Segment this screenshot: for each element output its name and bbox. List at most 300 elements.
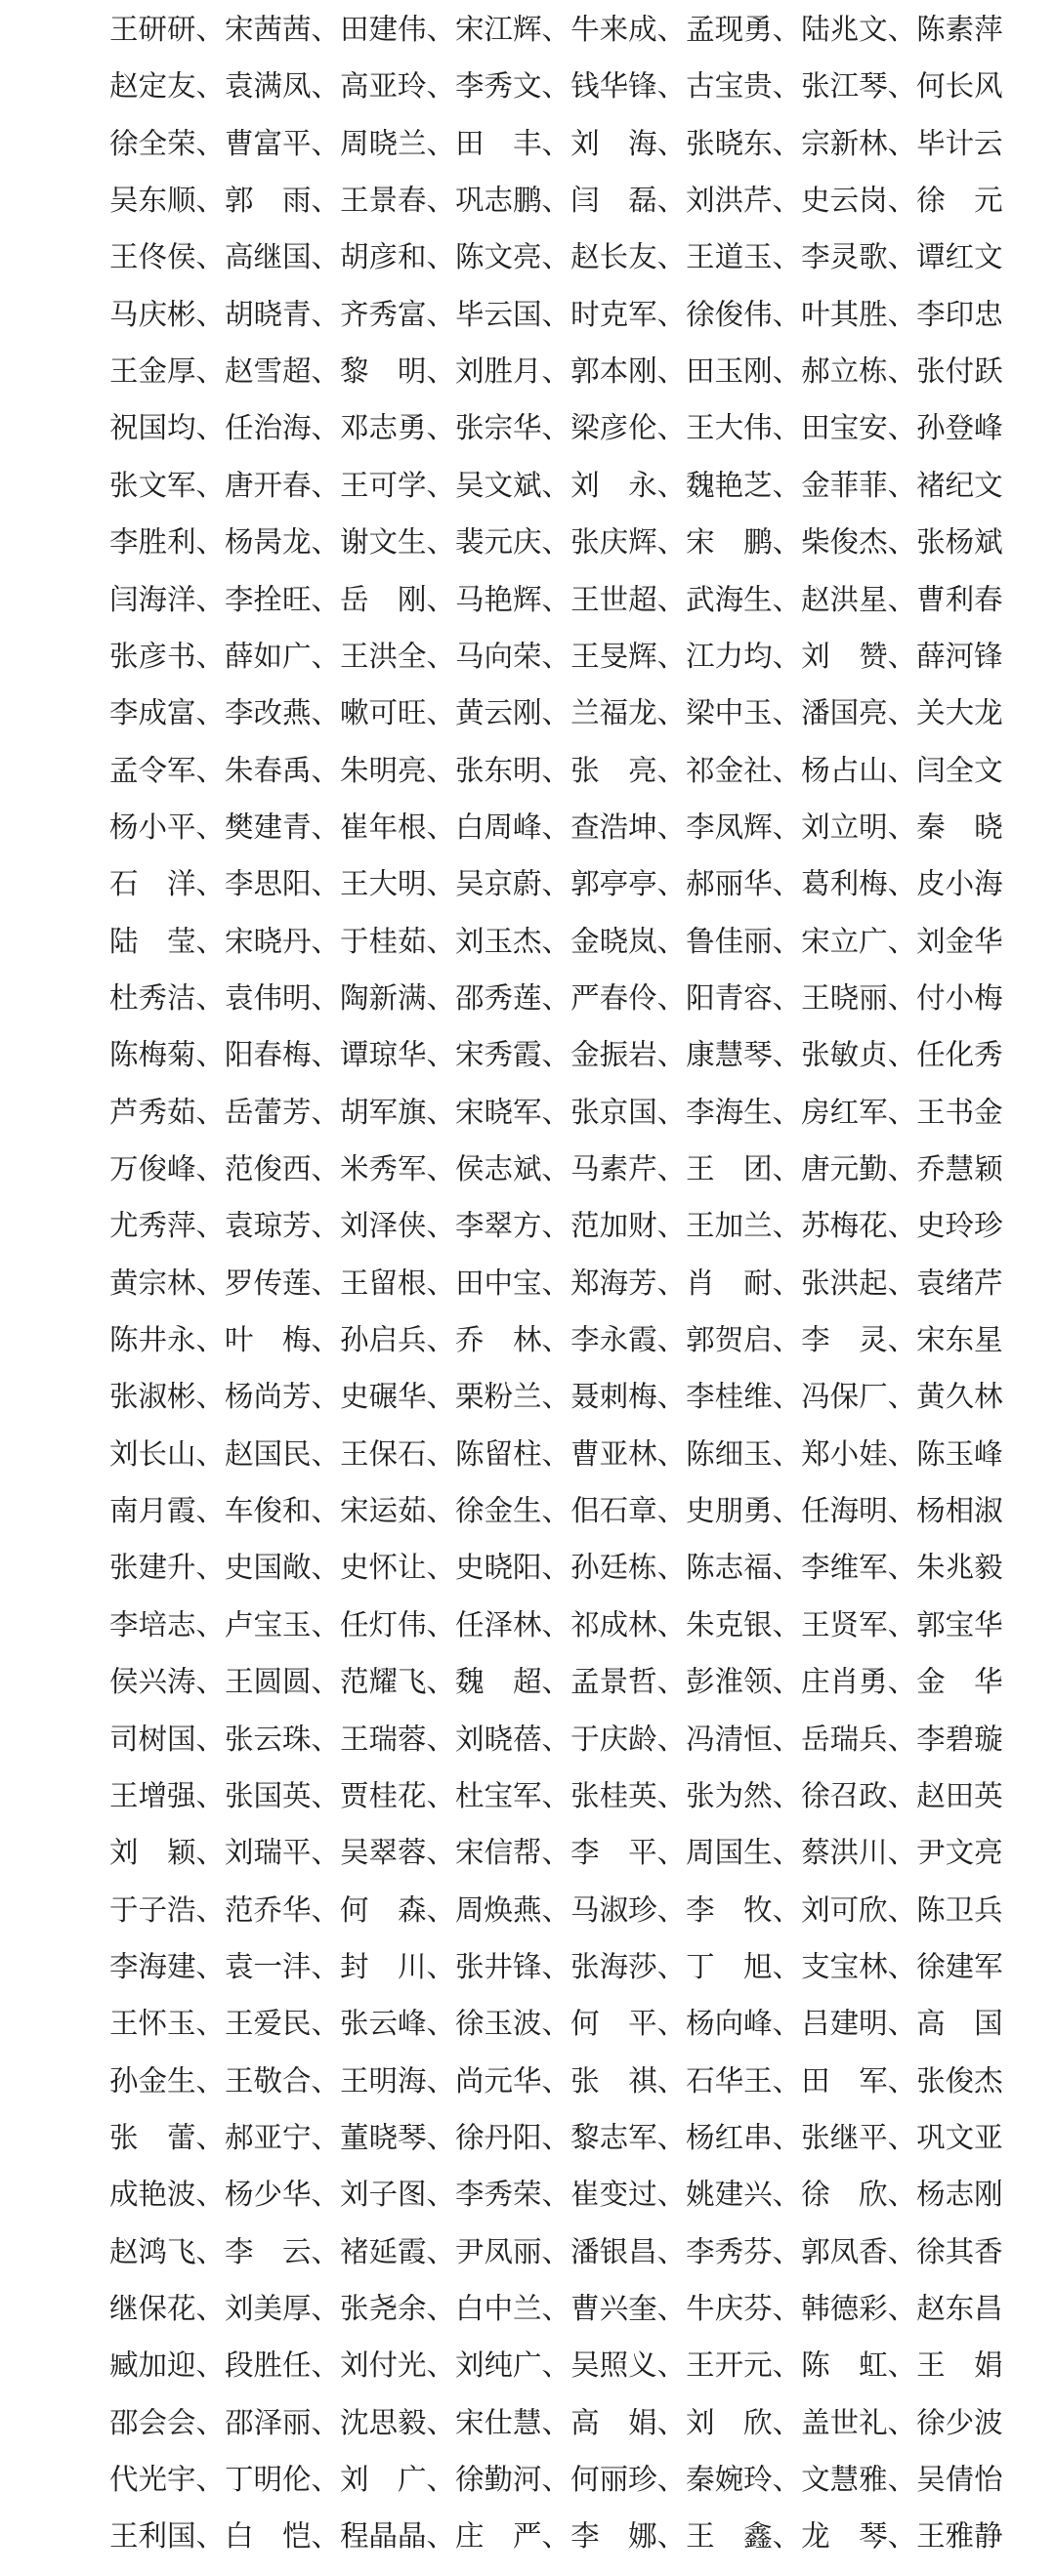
name-entry: 侯志斌、 <box>455 1152 571 1185</box>
name-entry: 任灯伟、 <box>340 1607 456 1641</box>
name-entry: 张敏贞、 <box>801 1038 917 1072</box>
name-entry: 王加兰、 <box>686 1209 802 1243</box>
name-entry: 马庆彬、 <box>109 297 226 331</box>
name-entry: 于桂茹、 <box>340 924 456 958</box>
name-entry: 臧加迎、 <box>109 2348 226 2383</box>
name-entry: 吴翠蓉、 <box>340 1836 456 1870</box>
name-row <box>109 1431 1003 1474</box>
name-entry: 白 恺、 <box>225 2519 341 2554</box>
name-row <box>109 2057 1003 2100</box>
name-entry: 白周峰、 <box>455 810 571 844</box>
name-entry: 孟现勇、 <box>686 13 802 46</box>
name-entry: 曹兴奎、 <box>570 2292 687 2325</box>
name-entry: 高亚玲、 <box>340 69 456 104</box>
name-entry: 高继国、 <box>225 240 341 274</box>
name-row <box>109 576 1003 619</box>
name-entry: 吴东顺、 <box>109 184 226 218</box>
name-entry: 王大明、 <box>340 867 456 901</box>
name-entry: 尹凤丽、 <box>455 2234 571 2268</box>
name-entry: 白中兰、 <box>455 2292 571 2325</box>
name-entry: 牛来成、 <box>570 13 687 46</box>
name-entry: 陈梅菊、 <box>109 1038 226 1072</box>
name-entry: 尹文亮 <box>916 1836 1003 1870</box>
name-entry: 杨向峰、 <box>686 2007 802 2041</box>
name-entry: 唐开春、 <box>225 468 341 502</box>
name-entry: 葛利梅、 <box>801 867 917 901</box>
name-entry: 谭红文 <box>916 240 1003 274</box>
name-entry: 杨尚芳、 <box>225 1380 341 1414</box>
name-entry: 刘美厚、 <box>225 2292 341 2325</box>
name-entry: 郭亭亭、 <box>570 867 687 901</box>
name-entry: 张淑彬、 <box>109 1380 226 1414</box>
name-entry: 王景春、 <box>340 184 456 218</box>
name-row <box>109 2513 1003 2555</box>
name-entry: 宋立广、 <box>801 924 917 958</box>
name-entry: 张海莎、 <box>570 1949 687 1983</box>
name-row <box>109 1145 1003 1188</box>
name-entry: 段胜任、 <box>225 2348 341 2383</box>
name-entry: 朱明亮、 <box>340 753 456 787</box>
name-entry: 魏艳芝、 <box>686 468 802 502</box>
name-entry: 宋仕慧、 <box>455 2405 571 2439</box>
name-entry: 王怀玉、 <box>109 2007 226 2041</box>
name-entry: 田 军、 <box>801 2063 917 2098</box>
name-entry: 李灵歌、 <box>801 240 917 274</box>
name-entry: 田玉刚、 <box>686 354 802 389</box>
name-entry: 张庆辉、 <box>570 525 687 560</box>
name-entry: 李永霞、 <box>570 1323 687 1357</box>
name-entry: 宋东星 <box>916 1323 1003 1357</box>
name-entry: 吴照义、 <box>570 2348 687 2383</box>
name-entry: 张云珠、 <box>225 1722 341 1756</box>
name-entry: 吴京蔚、 <box>455 867 571 901</box>
name-entry: 何 平、 <box>570 2007 687 2041</box>
name-entry: 王雅静 <box>916 2519 1003 2554</box>
name-entry: 任化秀 <box>916 1038 1003 1072</box>
name-entry: 孙登峰 <box>916 411 1003 445</box>
name-entry: 李胜利、 <box>109 525 226 560</box>
name-entry: 潘银昌、 <box>570 2234 687 2268</box>
name-entry: 查浩坤、 <box>570 810 687 844</box>
name-entry: 刘泽侠、 <box>340 1209 456 1243</box>
name-entry: 赵长友、 <box>570 240 687 274</box>
name-entry: 李改燕、 <box>225 696 341 730</box>
name-entry: 王旻辉、 <box>570 639 687 673</box>
name-entry: 卢宝玉、 <box>225 1607 341 1641</box>
name-entry: 杜宝军、 <box>455 1778 571 1812</box>
name-row <box>109 918 1003 961</box>
name-row <box>109 747 1003 790</box>
name-row <box>109 1202 1003 1245</box>
name-entry: 刘瑞平、 <box>225 1836 341 1870</box>
name-entry: 李凤辉、 <box>686 810 802 844</box>
name-entry: 杨红串、 <box>686 2120 802 2154</box>
name-entry: 王瑞蓉、 <box>340 1722 456 1756</box>
name-entry: 徐召政、 <box>801 1778 917 1812</box>
name-entry: 薛河锋 <box>916 639 1003 673</box>
name-entry: 张江琴、 <box>801 69 917 104</box>
name-entry: 李桂维、 <box>686 1380 802 1414</box>
name-entry: 孟令军、 <box>109 753 226 787</box>
name-entry: 郝亚宁、 <box>225 2120 341 2154</box>
name-entry: 潘国亮、 <box>801 696 917 730</box>
name-row <box>109 519 1003 561</box>
name-entry: 赵洪星、 <box>801 582 917 616</box>
name-entry: 张杨斌 <box>916 525 1003 560</box>
name-entry: 罗传莲、 <box>225 1266 341 1300</box>
name-entry: 柴俊杰、 <box>801 525 917 560</box>
name-entry: 刘金华 <box>916 924 1003 958</box>
name-entry: 宗新林、 <box>801 126 917 160</box>
name-entry: 刘 欣、 <box>686 2405 802 2439</box>
name-entry: 郑海芳、 <box>570 1266 687 1300</box>
name-row <box>109 291 1003 334</box>
name-entry: 魏 超、 <box>455 1665 571 1699</box>
name-entry: 张桂英、 <box>570 1778 687 1812</box>
name-entry: 石 洋、 <box>109 867 226 901</box>
name-entry: 张继平、 <box>801 2120 917 2154</box>
name-entry: 房红军、 <box>801 1095 917 1129</box>
name-entry: 袁一沣、 <box>225 1949 341 1983</box>
name-entry: 何 森、 <box>340 1892 456 1927</box>
name-entry: 曹亚林、 <box>570 1436 687 1471</box>
name-entry: 刘付光、 <box>340 2348 456 2383</box>
name-entry: 徐 欣、 <box>801 2178 917 2212</box>
name-entry: 吴文斌、 <box>455 468 571 502</box>
name-entry: 程晶晶、 <box>340 2519 456 2554</box>
name-entry: 徐金生、 <box>455 1494 571 1528</box>
name-entry: 张宗华、 <box>455 411 571 445</box>
name-entry: 阳春梅、 <box>225 1038 341 1072</box>
name-entry: 刘 颖、 <box>109 1836 226 1870</box>
name-entry: 李 娜、 <box>570 2519 687 2554</box>
name-entry: 岳 刚、 <box>340 582 456 616</box>
name-entry: 丁明伦、 <box>225 2463 341 2497</box>
name-entry: 褚延霞、 <box>340 2234 456 2268</box>
name-entry: 高 国 <box>916 2007 1003 2041</box>
name-row <box>109 2171 1003 2214</box>
name-entry: 崔年根、 <box>340 810 456 844</box>
name-entry: 郭贺启、 <box>686 1323 802 1357</box>
name-entry: 袁琼芳、 <box>225 1209 341 1243</box>
name-entry: 佀石章、 <box>570 1494 687 1528</box>
name-entry: 田中宝、 <box>455 1266 571 1300</box>
name-row <box>109 1601 1003 1644</box>
name-entry: 宋茜茜、 <box>225 13 341 46</box>
name-row <box>109 6 1003 49</box>
name-entry: 邓志勇、 <box>340 411 456 445</box>
name-entry: 陈玉峰 <box>916 1436 1003 1471</box>
name-row <box>109 689 1003 732</box>
name-entry: 王可学、 <box>340 468 456 502</box>
name-row <box>109 1943 1003 1986</box>
name-row <box>109 1260 1003 1303</box>
name-entry: 陈卫兵 <box>916 1892 1003 1927</box>
name-row <box>109 633 1003 676</box>
name-entry: 王保石、 <box>340 1436 456 1471</box>
name-entry: 陈文亮、 <box>455 240 571 274</box>
name-entry: 宋秀霞、 <box>455 1038 571 1072</box>
name-entry: 孟景哲、 <box>570 1665 687 1699</box>
name-entry: 刘晓蓓、 <box>455 1722 571 1756</box>
name-row <box>109 2000 1003 2043</box>
name-entry: 杨志刚 <box>916 2178 1003 2212</box>
name-entry: 李维军、 <box>801 1551 917 1585</box>
name-row <box>109 177 1003 220</box>
name-entry: 成艳波、 <box>109 2178 226 2212</box>
name-entry: 嗽可旺、 <box>340 696 456 730</box>
name-entry: 张俊杰 <box>916 2063 1003 2098</box>
name-entry: 杨占山、 <box>801 753 917 787</box>
name-entry: 李成富、 <box>109 696 226 730</box>
name-entry: 孙启兵、 <box>340 1323 456 1357</box>
name-row <box>109 62 1003 105</box>
name-entry: 李海生、 <box>686 1095 802 1129</box>
name-entry: 金晓岚、 <box>570 924 687 958</box>
name-entry: 王洪全、 <box>340 639 456 673</box>
name-entry: 刘纯广、 <box>455 2348 571 2383</box>
name-entry: 叶其胜、 <box>801 297 917 331</box>
name-entry: 梁彦伦、 <box>570 411 687 445</box>
name-entry: 张国英、 <box>225 1778 341 1812</box>
name-entry: 孙金生、 <box>109 2063 226 2098</box>
name-entry: 赵雪超、 <box>225 354 341 389</box>
name-entry: 赵田英 <box>916 1778 1003 1812</box>
name-row <box>109 348 1003 391</box>
name-row <box>109 804 1003 847</box>
name-entry: 封 川、 <box>340 1949 456 1983</box>
name-entry: 张晓东、 <box>686 126 802 160</box>
name-entry: 郝丽华、 <box>686 867 802 901</box>
name-entry: 史国敞、 <box>225 1551 341 1585</box>
name-entry: 徐建军 <box>916 1949 1003 1983</box>
name-entry: 刘 永、 <box>570 468 687 502</box>
name-row <box>109 2342 1003 2385</box>
name-entry: 杨小平、 <box>109 810 226 844</box>
name-entry: 刘长山、 <box>109 1436 226 1471</box>
name-entry: 王开元、 <box>686 2348 802 2383</box>
name-row <box>109 2285 1003 2328</box>
name-entry: 王研研、 <box>109 13 226 46</box>
name-entry: 岳瑞兵、 <box>801 1722 917 1756</box>
name-row <box>109 1658 1003 1701</box>
name-entry: 王 团、 <box>686 1152 802 1185</box>
name-entry: 张付跃 <box>916 354 1003 389</box>
name-entry: 史朋勇、 <box>686 1494 802 1528</box>
name-entry: 于庆龄、 <box>570 1722 687 1756</box>
name-entry: 郭宝华 <box>916 1607 1003 1641</box>
name-entry: 盖世礼、 <box>801 2405 917 2439</box>
name-entry: 闫 磊、 <box>570 184 687 218</box>
name-entry: 祁金社、 <box>686 753 802 787</box>
name-entry: 祝国均、 <box>109 411 226 445</box>
name-entry: 周焕燕、 <box>455 1892 571 1927</box>
name-entry: 朱春禹、 <box>225 753 341 787</box>
name-entry: 徐其香 <box>916 2234 1003 2268</box>
name-entry: 郭 雨、 <box>225 184 341 218</box>
name-entry: 王世超、 <box>570 582 687 616</box>
name-entry: 李碧璇 <box>916 1722 1003 1756</box>
name-entry: 褚纪文 <box>916 468 1003 502</box>
name-entry: 侯兴涛、 <box>109 1665 226 1699</box>
name-entry: 牛庆芬、 <box>686 2292 802 2325</box>
name-entry: 王敬合、 <box>225 2063 341 2098</box>
name-entry: 宋运茹、 <box>340 1494 456 1528</box>
name-entry: 于子浩、 <box>109 1892 226 1927</box>
name-entry: 张 祺、 <box>570 2063 687 2098</box>
name-entry: 史晓阳、 <box>455 1551 571 1585</box>
name-entry: 李 牧、 <box>686 1892 802 1927</box>
name-entry: 袁绪芹 <box>916 1266 1003 1300</box>
name-entry: 王 娟 <box>916 2348 1003 2383</box>
name-row <box>109 404 1003 447</box>
name-entry: 宋晓丹、 <box>225 924 341 958</box>
name-entry: 黄宗林、 <box>109 1266 226 1300</box>
name-entry: 范俊西、 <box>225 1152 341 1185</box>
name-entry: 文慧雅、 <box>801 2463 917 2497</box>
name-entry: 江力均、 <box>686 639 802 673</box>
name-entry: 田 丰、 <box>455 126 571 160</box>
name-entry: 袁满凤、 <box>225 69 341 104</box>
name-entry: 张东明、 <box>455 753 571 787</box>
name-row <box>109 2114 1003 2157</box>
name-row <box>109 233 1003 276</box>
name-entry: 蔡洪川、 <box>801 1836 917 1870</box>
name-entry: 王 鑫、 <box>686 2519 802 2554</box>
name-entry: 栗粉兰、 <box>455 1380 571 1414</box>
name-row <box>109 1089 1003 1132</box>
name-entry: 宋晓军、 <box>455 1095 571 1129</box>
name-entry: 李 云、 <box>225 2234 341 2268</box>
name-entry: 王书金 <box>916 1095 1003 1129</box>
name-entry: 高 娟、 <box>570 2405 687 2439</box>
name-entry: 任海明、 <box>801 1494 917 1528</box>
name-entry: 陆兆文、 <box>801 13 917 46</box>
name-entry: 彭淮领、 <box>686 1665 802 1699</box>
name-entry: 刘可欣、 <box>801 1892 917 1927</box>
name-entry: 郑小娃、 <box>801 1436 917 1471</box>
name-entry: 王利国、 <box>109 2519 226 2554</box>
name-row <box>109 1316 1003 1359</box>
name-entry: 邵泽丽、 <box>225 2405 341 2439</box>
name-row <box>109 1373 1003 1416</box>
name-entry: 祁成林、 <box>570 1607 687 1641</box>
name-entry: 黎 明、 <box>340 354 456 389</box>
name-entry: 刘玉杰、 <box>455 924 571 958</box>
name-entry: 车俊和、 <box>225 1494 341 1528</box>
name-entry: 张为然、 <box>686 1778 802 1812</box>
name-entry: 薛如广、 <box>225 639 341 673</box>
name-entry: 苏梅花、 <box>801 1209 917 1243</box>
name-entry: 韩德彩、 <box>801 2292 917 2325</box>
name-row <box>109 1544 1003 1587</box>
name-entry: 王留根、 <box>340 1266 456 1300</box>
name-entry: 庄肖勇、 <box>801 1665 917 1699</box>
name-entry: 朱兆毅 <box>916 1551 1003 1585</box>
name-entry: 金菲菲、 <box>801 468 917 502</box>
name-entry: 范加财、 <box>570 1209 687 1243</box>
name-entry: 沈思毅、 <box>340 2405 456 2439</box>
name-entry: 武海生、 <box>686 582 802 616</box>
name-row <box>109 1772 1003 1815</box>
name-entry: 徐俊伟、 <box>686 297 802 331</box>
name-entry: 李思阳、 <box>225 867 341 901</box>
name-entry: 郝立栋、 <box>801 354 917 389</box>
name-entry: 邵会会、 <box>109 2405 226 2439</box>
name-entry: 时克军、 <box>570 297 687 331</box>
name-entry: 王佟侯、 <box>109 240 226 274</box>
name-entry: 岳蕾芳、 <box>225 1095 341 1129</box>
name-entry: 杨相淑 <box>916 1494 1003 1528</box>
name-entry: 王大伟、 <box>686 411 802 445</box>
name-row <box>109 1829 1003 1872</box>
name-entry: 王增强、 <box>109 1778 226 1812</box>
name-entry: 樊建青、 <box>225 810 341 844</box>
name-entry: 徐勤河、 <box>455 2463 571 2497</box>
name-entry: 庄 严、 <box>455 2519 571 2554</box>
name-entry: 赵鸿飞、 <box>109 2234 226 2268</box>
name-entry: 杜秀洁、 <box>109 980 226 1015</box>
name-entry: 董晓琴、 <box>340 2120 456 2154</box>
name-row <box>109 1031 1003 1074</box>
name-entry: 肖 耐、 <box>686 1266 802 1300</box>
name-entry: 王圆圆、 <box>225 1665 341 1699</box>
name-entry: 闫全文 <box>916 753 1003 787</box>
name-entry: 乔慧颖 <box>916 1152 1003 1185</box>
name-entry: 崔变过、 <box>570 2178 687 2212</box>
name-entry: 陈志福、 <box>686 1551 802 1585</box>
name-entry: 朱克银、 <box>686 1607 802 1641</box>
name-entry: 石华王、 <box>686 2063 802 2098</box>
name-entry: 曹利春 <box>916 582 1003 616</box>
name-row <box>109 120 1003 163</box>
name-entry: 张洪起、 <box>801 1266 917 1300</box>
name-entry: 马素芹、 <box>570 1152 687 1185</box>
name-entry: 李 灵、 <box>801 1323 917 1357</box>
name-entry: 冯清恒、 <box>686 1722 802 1756</box>
name-entry: 陈 虹、 <box>801 2348 917 2383</box>
name-entry: 南月霞、 <box>109 1494 226 1528</box>
name-entry: 金振岩、 <box>570 1038 687 1072</box>
name-entry: 巩志鹏、 <box>455 184 571 218</box>
name-entry: 兰福龙、 <box>570 696 687 730</box>
name-entry: 张文军、 <box>109 468 226 502</box>
name-entry: 王贤军、 <box>801 1607 917 1641</box>
name-row <box>109 1716 1003 1759</box>
name-entry: 秦 晓 <box>916 810 1003 844</box>
name-entry: 陈留柱、 <box>455 1436 571 1471</box>
name-entry: 李印忠 <box>916 297 1003 331</box>
name-entry: 齐秀富、 <box>340 297 456 331</box>
name-entry: 李拴旺、 <box>225 582 341 616</box>
name-entry: 陶新满、 <box>340 980 456 1015</box>
name-entry: 张 亮、 <box>570 753 687 787</box>
name-entry: 李翠方、 <box>455 1209 571 1243</box>
name-entry: 宋 鹏、 <box>686 525 802 560</box>
name-entry: 吴倩怡 <box>916 2463 1003 2497</box>
name-row <box>109 2399 1003 2442</box>
name-entry: 王晓丽、 <box>801 980 917 1015</box>
name-entry: 任泽林、 <box>455 1607 571 1641</box>
name-entry: 陆 莹、 <box>109 924 226 958</box>
name-entry: 李秀芬、 <box>686 2234 802 2268</box>
name-entry: 关大龙 <box>916 696 1003 730</box>
name-entry: 尚元华、 <box>455 2063 571 2098</box>
name-entry: 继保花、 <box>109 2292 226 2325</box>
name-entry: 李秀荣、 <box>455 2178 571 2212</box>
name-entry: 陈细玉、 <box>686 1436 802 1471</box>
name-entry: 王爱民、 <box>225 2007 341 2041</box>
